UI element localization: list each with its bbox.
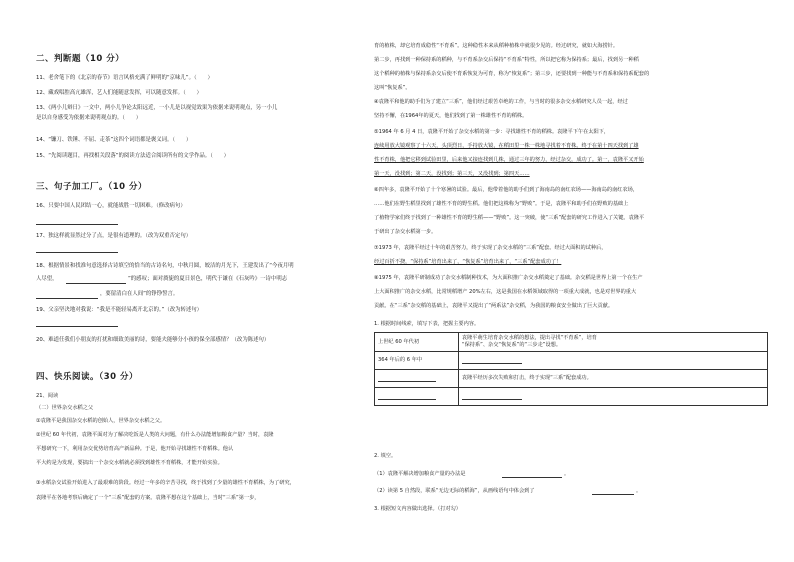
paragraph-8-line-2: 上大面积推广的杂交水稻，比常规稻增产 20%左右，这是我国在水稻领域取得的一项重大成就，也是对世界的重大 [374,289,637,295]
right-paragraph-line-2: 第二步，再找到一种保持系的稻种，与不育系杂交后保持“不育系”特性，所以把它称为保持系；最后，找到另一种稻 [374,57,639,63]
table-cell: 袁隆平经历多次失败和打击，终于实现“三系”配套成功。 [458,370,767,388]
question-12: 12、藏戏唱腔高亢雄浑，艺人们能随意发挥，可以随意发挥。（ ） [36,90,202,96]
question-11: 11、老舍笔下的《北京的春节》语言风格充满了鲜明的“京味儿”。（ ） [36,75,213,81]
answer-line-19 [36,326,118,327]
table-cell: 364 年后的 6 年中 [375,352,459,370]
paragraph-6-line-3: 了植物学家们终于找到了一种雄性不育的野生稻——“野败”。这一突破，使“三系”配套的研究工作进入了关键。袁隆平 [374,215,645,221]
question-2-1-end: 。 [564,471,570,477]
question-15: 15、“先阅读题目，再找相关段落”的阅读方法适合阅读所有的文学作品。（ ） [36,153,230,159]
question-2-2: （2）读第 5 自然段，联系“无边无际的稻海”，从画线语句中体会到了 [374,488,535,494]
question-18-line2b: ”的感叹；面对旖旎的夏日景色，明代于谦在《石灰吟》一诗中明志 [128,276,288,282]
table-cell-blank[interactable] [375,388,459,406]
question-18-line3b: ，要留清白在人间”的铮铮誓言。 [100,291,179,297]
question-2-prompt: 2. 填空。 [374,453,397,459]
answer-line-16 [36,224,118,225]
question-19: 19、父亲坚决地对我说：“我是不能轻易离开北京的。”（改为转述句） [36,307,203,313]
question-2-1: （1）袁隆平解决增加粮食产量的办法是 [374,471,466,477]
paragraph-7-line-1: ⑦1973 年，袁隆平经过十年的艰苦努力，终于实现了杂交水稻的“三系”配套。经过大面积的试种后， [374,245,607,251]
right-paragraph-line-1: 育的植株，却它培育成稳性“不育系”。这种稳性本来从稻种植株中就很少见的。经过研究，就如大海捞针。 [374,43,619,49]
question-3-prompt: 3. 根据短文内容做出选择。（打对勾） [374,506,461,512]
question-17: 17、独这样就显然过分了点，是很有道理的。（改为双重否定句） [36,233,192,239]
passage-paragraph-3: ③水稻杂交试验开始进入了最艰难的阶段。经过一年多的辛苦寻找，终于找到了少量的雄性不育稻株，为了研究， [36,480,295,486]
question-21: 21、阅读 [36,393,59,399]
table-row [375,333,768,352]
table-cell-blank[interactable] [458,352,767,370]
answer-line-17 [36,252,118,253]
blank-18b [36,298,98,299]
question-18-line1: 18、根据情景和找准句意选择古诗填空的恰当的古诗名句，中秋月圆，皎洁的月光下，王建发出了“今夜月明 [36,263,294,269]
paragraph-5-line-2: 连续用放大镜观察了十六天，头顶烈日，手持放大镜，在稻田里一株一株地寻找着不育株。终于在第十四天找到了雄 [374,143,639,149]
table-cell: 上世纪 60 年代初 [375,333,459,352]
passage-paragraph-2b: 平想研究一下，利用杂交优势培育高产新品种。于是，他开始寻找雄性不育稻株。他认 [36,446,234,452]
blank-2-1[interactable] [502,477,562,478]
section3-title: 三、句子加工厂。（10 分） [36,182,148,192]
table-row [375,352,768,370]
fill-blank[interactable] [378,393,436,400]
timeline-table [374,332,768,406]
passage-paragraph-2: ②世纪 60 年代初，袁隆平面对为了解决吃饭是人类的大问题，有什么办法能增加粮食产量？当时，袁隆 [36,432,274,438]
table-cell-blank[interactable] [458,388,767,406]
question-20: 20、难道任我们小朋友的打扰和细致美丽的诗，要能夫能够分小孩的保全部感情？（改为陈述句） [36,337,270,343]
paragraph-6-line-4: 于研出了杂交水稻第一步。 [374,229,437,235]
paragraph-5-line-3: 性不育株，他把它移到试验田里，后来他又接连找到几株，通过三年的努力，经过杂交，成功了。第一，袁隆平又开始 [374,157,644,163]
table-row [375,388,768,406]
right-paragraph-line-5: ④袁隆平和他的助手们为了建立“三系”，他们经过艰苦卓绝的工作，与当时的很多杂交水稻研究人员一起，经过 [374,99,628,105]
passage-paragraph-3b: 袁隆平在各地考察后确定了一个“三系”配套的方案。袁隆平想在这个基础上，当时“三系”第一步， [36,495,260,501]
paragraph-5-line-4: 第一天，没找到；第二天，没找到；第三天，又没找到；第四天…… [374,171,530,177]
passage-paragraph-1: ①袁隆平是我国杂交水稻的创始人，世界杂交水稻之父。 [36,418,166,424]
fill-blank[interactable] [462,393,522,400]
table-cell [458,333,767,352]
paragraph-5-line-1: ⑤1964 年 6 月 4 日，袁隆平开始了杂交水稻的第一步：寻找雄性不育的稻株。袁隆平下午在太阳下， [374,129,610,135]
fill-blank[interactable] [378,375,436,382]
right-paragraph-line-6: 坚持不懈，在1964年的夏天，他们找到了第一株雄性不育的稻株。 [374,113,528,119]
right-paragraph-line-4: 这叫“恢复系”。 [374,85,411,91]
question-2-2-end: 。 [636,488,642,494]
question-13-cont: 是以自身感受为依据来说明观点的。（ ） [36,115,142,121]
blank-18a [66,283,126,284]
table-cell-blank[interactable] [375,370,459,388]
question-18-line2a: 人尽望， [36,276,58,282]
paragraph-8-line-1: ⑧1975 年，袁隆平研制成功了杂交水稻制种技术，为大面积推广杂交水稻奠定了基础。杂交稻是世界上第一个在生产 [374,275,643,281]
passage-title: （二）世界杂交水稻之父 [36,405,94,411]
question-13: 13、《两小儿辩日》一文中，两小儿争论太阳远近，一小儿是以视觉效果为依据来说明观点，另一小儿 [36,105,278,111]
fill-blank[interactable] [462,357,522,364]
paragraph-6-line-2: ……他们在野生稻里找到了雄性不育的野生稻。他们把这株称为“野败”。于是，袁隆平和助手们在野败的基础上 [374,201,629,207]
table-cell-line: 袁隆平萌生培育杂交水稻的想法，提出寻找“不育系”，培育 [461,335,597,341]
table-row [375,370,768,388]
section2-title: 二、判断题（10 分） [36,54,125,64]
right-paragraph-line-3: 这个稻种的植株与保持系杂交后使不育系恢复为可育，称为“恢复系”；第三步，还要找到一种能与不育系和保持系配套的 [374,71,650,77]
paragraph-8-line-3: 贡献。在“三系”杂交稻的基础上，袁隆平又提出了“两系法”杂交稻，为我国的粮食安全做出了巨大贡献。 [374,303,614,309]
paragraph-6-line-1: ⑥四年多，袁隆平开始了十个寒暑的试验。最后，他带着他的助手们到了海南岛的南红农场——海南岛的南红农场， [374,187,639,193]
question-1-prompt: 1. 根据时间线索，填写下表，把握主要内容。 [374,321,480,327]
section4-title: 四、快乐阅读。（30 分） [36,372,139,382]
table-cell-line: “保持系”、杂交“恢复系”的“三步走”设想。 [461,342,562,348]
paragraph-7-line-2: 经过百折不挠，“保持系”培育出来了，“恢复系”培育出来了，“三系”配套成功了！ [374,259,562,265]
blank-2-2[interactable] [592,494,634,495]
passage-paragraph-2c: 平大约是为发现，要搞出一个杂交水稻就必须找到雄性不育稻株，才能开始实验。 [36,460,223,466]
question-16: 16、只要中国人民团结一心，就能战胜一切困难。（修改病句） [36,203,186,209]
question-14: 14、“镰刀、铁锤、不屈、走茶”这四个词语都是褒义词。（ ） [36,137,192,143]
